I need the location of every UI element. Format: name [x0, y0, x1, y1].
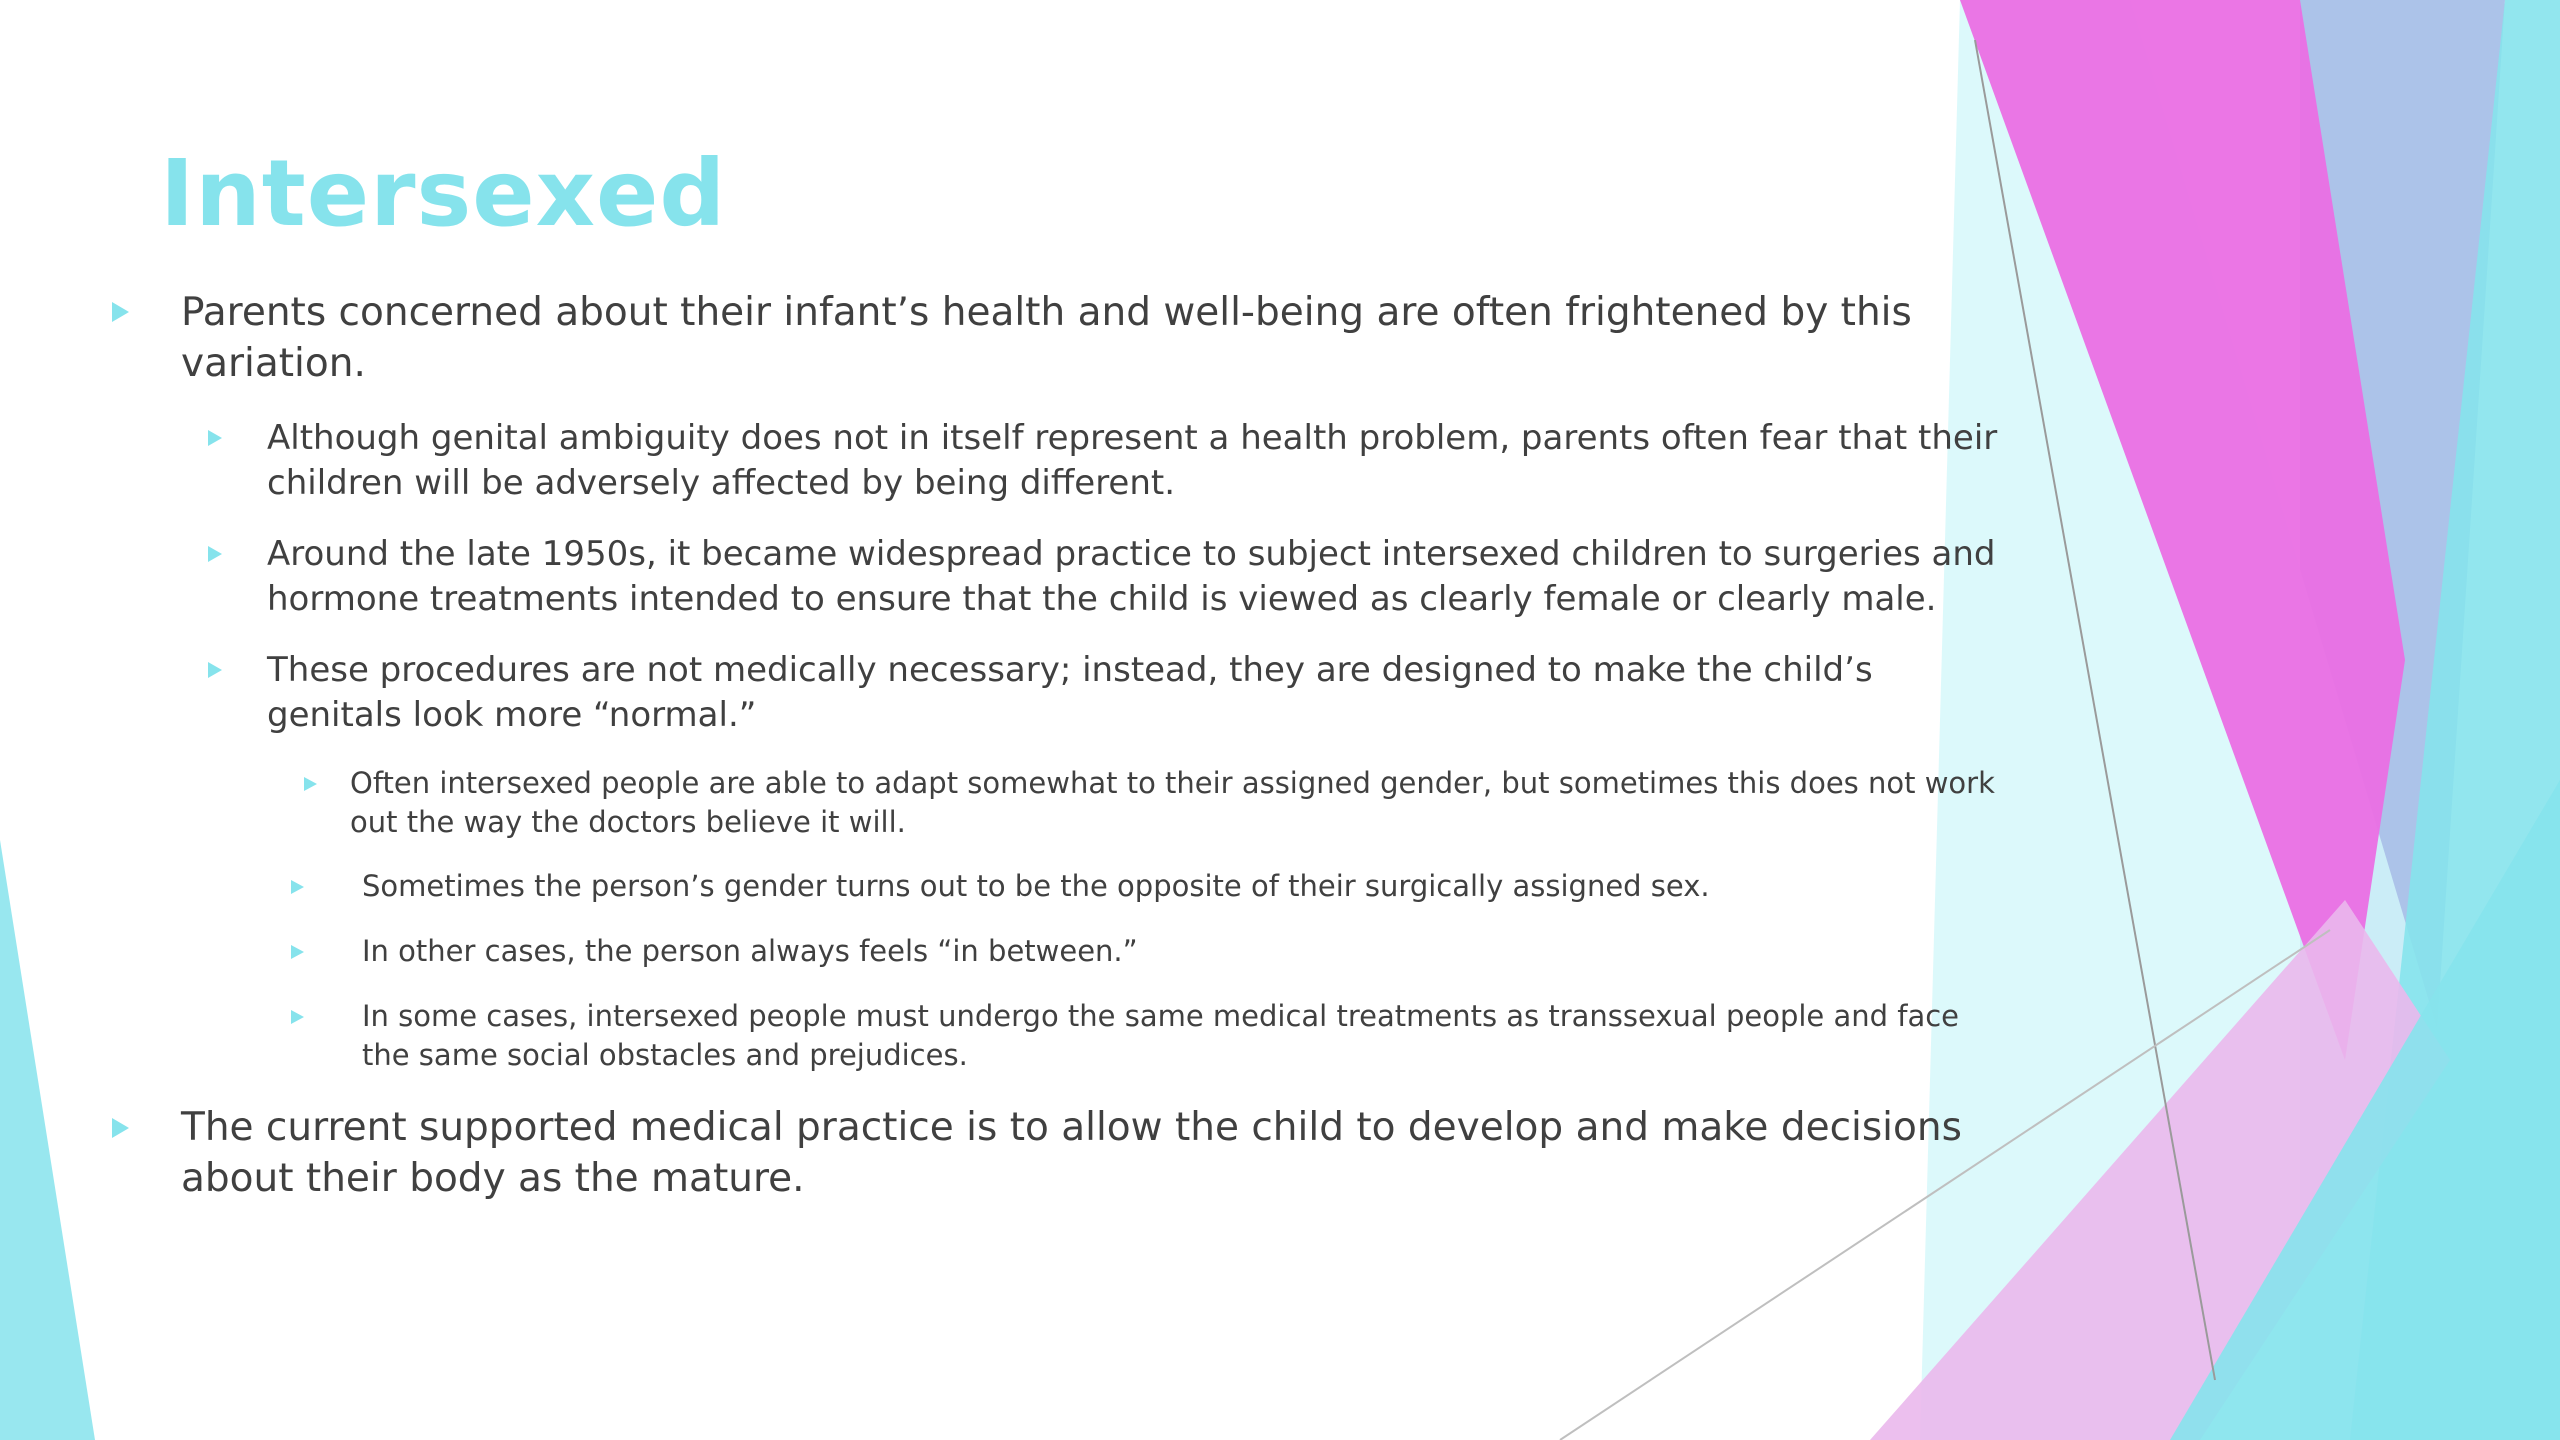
bullet-arrow-icon [112, 302, 129, 322]
sub-sub-bullet-text: In other cases, the person always feels “in between.” [362, 934, 1138, 968]
bullet-text: Parents concerned about their infant’s health and well-being are often frightened by this variation. [181, 290, 1912, 386]
bullet-arrow-icon [208, 662, 222, 678]
bullet-arrow-icon [304, 777, 317, 791]
sub-bullet-text: Although genital ambiguity does not in itself represent a health problem, parents often fear that their children will be adversely affected by being different. [267, 418, 1998, 503]
slide-title: Intersexed [160, 140, 727, 247]
sub-bullet-text: Around the late 1950s, it became widespread practice to subject intersexed children to surgeries and hormone treatments intended to ensure that the child is viewed as clearly female or clearly male. [267, 534, 1996, 619]
sub-sub-bullet-text: Often intersexed people are able to adapt somewhat to their assigned gender, but sometimes this does not work out the way the doctors believe it will. [350, 766, 1995, 839]
bullet-arrow-icon [291, 1010, 304, 1024]
bullet-arrow-icon [112, 1118, 129, 1138]
sub-sub-bullet-text: In some cases, intersexed people must undergo the same medical treatments as transsexual people and face the same social obstacles and prejudices. [362, 999, 1960, 1072]
bullet-text: The current supported medical practice is to allow the child to develop and make decisions about their body as the mature. [181, 1105, 1962, 1201]
sub-sub-bullet-text: Sometimes the person’s gender turns out to be the opposite of their surgically assigned sex. [362, 869, 1710, 903]
bullet-arrow-icon [208, 430, 222, 446]
bullet-arrow-icon [291, 880, 304, 894]
bullet-arrow-icon [208, 546, 222, 562]
sub-bullet-text: These procedures are not medically necessary; instead, they are designed to make the child’s genitals look more “normal.” [267, 650, 1873, 735]
bullet-arrow-icon [291, 945, 304, 959]
